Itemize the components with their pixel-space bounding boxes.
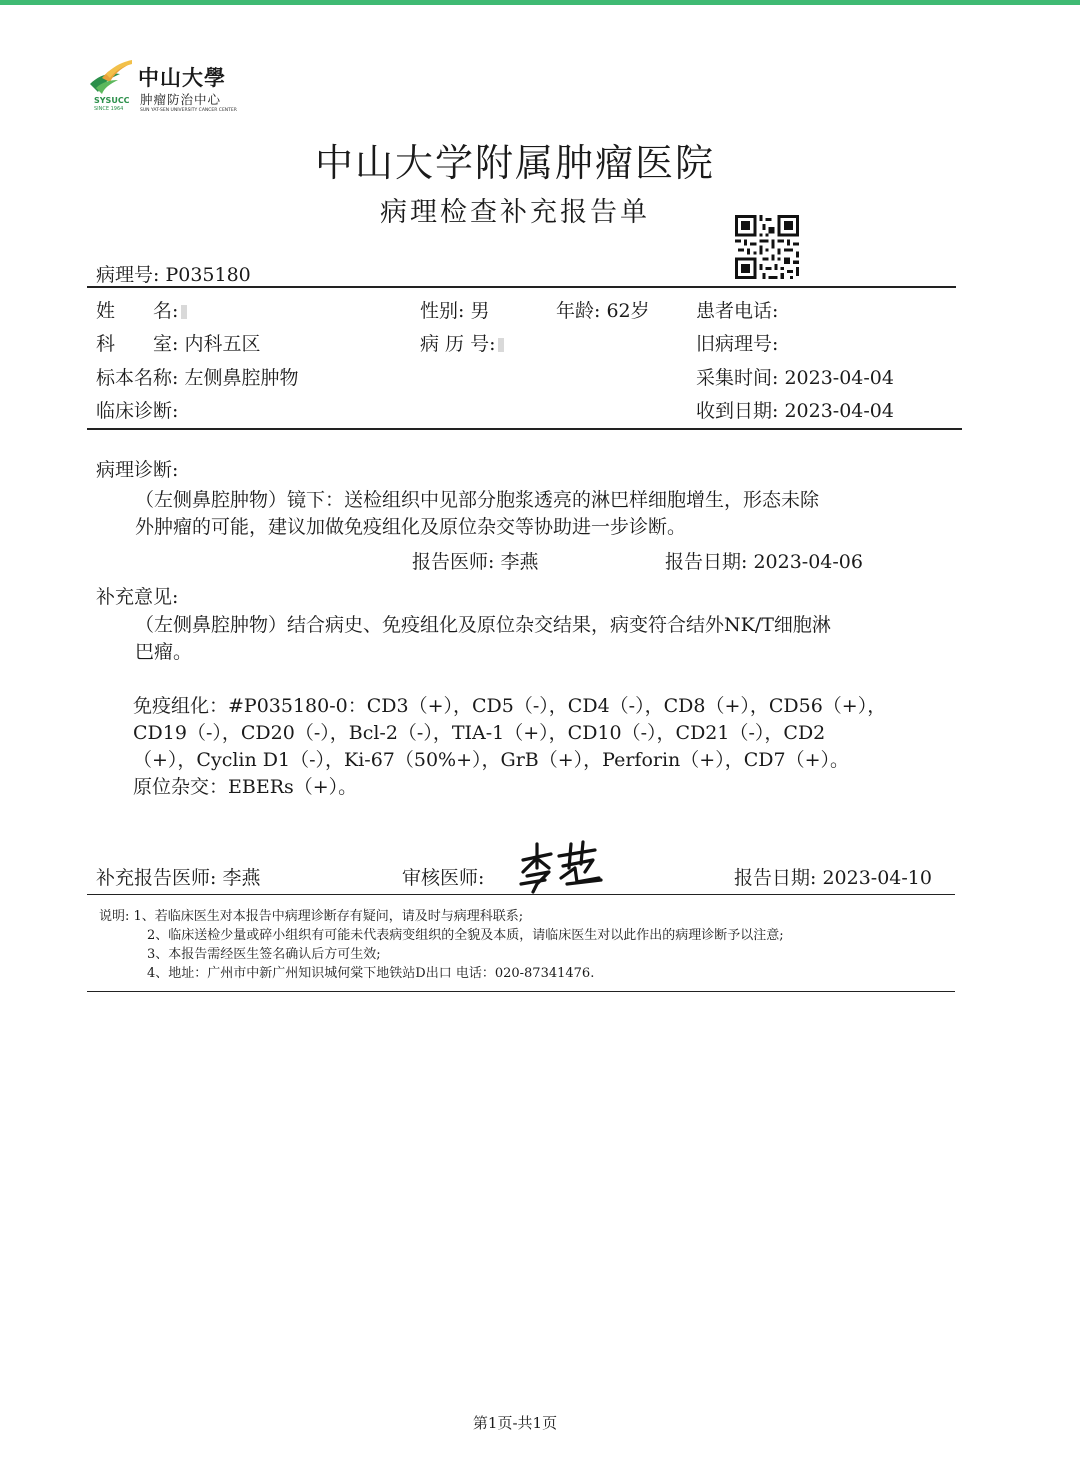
patient-name-label: 姓 名:: [96, 300, 179, 322]
logo-year: SINCE 1964: [94, 106, 124, 112]
diagnosis-line: 外肿瘤的可能，建议加做免疫组化及原位杂交等协助进一步诊断。: [135, 516, 687, 538]
immunohistochemistry-line: （+），Cyclin D1（-），Ki-67（50%+），GrB（+），Perforin（+），CD7（+）。: [133, 749, 849, 771]
logo-abbreviation: SYSUCC: [94, 96, 130, 105]
logo-name-cn: 中山大學: [138, 66, 226, 90]
patient-name-field: [96, 296, 187, 323]
report-subtitle: 病理检查补充报告单: [380, 197, 650, 228]
pathology-number: 病理号: P035180: [96, 264, 251, 286]
clinical-diagnosis-label: 临床诊断:: [96, 400, 179, 422]
hospital-logo: [86, 58, 236, 116]
specimen-name: 标本名称: 左侧鼻腔肿物: [96, 367, 299, 389]
diagnosis-date: 报告日期: 2023-04-06: [665, 551, 863, 573]
patient-sex: 性别: 男: [420, 300, 490, 322]
supplement-doctor: 补充报告医师: 李燕: [96, 867, 261, 889]
hospital-title: 中山大学附属肿瘤医院: [314, 141, 715, 185]
header-divider: [87, 286, 956, 288]
old-pathology-number-label: 旧病理号:: [696, 333, 779, 355]
collection-time: 采集时间: 2023-04-04: [696, 367, 894, 389]
reviewer-label: 审核医师:: [402, 867, 485, 889]
medical-record-label: 病 历 号:: [420, 333, 496, 355]
received-date: 收到日期: 2023-04-04: [696, 400, 894, 422]
top-accent-bar: [0, 0, 1080, 5]
diagnosis-line: （左侧鼻腔肿物）镜下：送检组织中见部分胞浆透亮的淋巴样细胞增生，形态未除: [135, 489, 820, 511]
supplement-label: 补充意见:: [96, 586, 179, 608]
medical-record-field: [420, 329, 504, 356]
diagnosis-label: 病理诊断:: [96, 459, 179, 481]
patient-info-divider: [87, 428, 962, 430]
supplement-line: （左侧鼻腔肿物）结合病史、免疫组化及原位杂交结果，病变符合结外NK/T细胞淋: [135, 614, 831, 636]
logo-name-en: SUN YAT-SEN UNIVERSITY CANCER CENTER: [140, 108, 237, 113]
immunohistochemistry-line: CD19（-），CD20（-），Bcl-2（-），TIA-1（+），CD10（-），CD21（-），CD2: [133, 722, 826, 744]
note-line: 说明: 1、若临床医生对本报告中病理诊断存有疑问，请及时与病理科联系;: [99, 909, 524, 924]
immunohistochemistry-line: 免疫组化：#P035180-0：CD3（+），CD5（-），CD4（-），CD8（+），CD56（+），: [133, 695, 887, 717]
patient-age: 年龄: 62岁: [556, 300, 650, 322]
redacted-mark: [498, 338, 504, 352]
notes-divider-bottom: [87, 991, 955, 992]
handwritten-signature: [515, 838, 605, 894]
in-situ-hybridization: 原位杂交：EBERs（+）。: [133, 776, 358, 798]
redacted-mark: [181, 305, 187, 319]
qr-code-icon: [735, 215, 799, 279]
note-line: 2、临床送检少量或碎小组织有可能未代表病变组织的全貌及本质，请临床医生对以此作出的病理诊断予以注意;: [147, 928, 784, 943]
final-report-date: 报告日期: 2023-04-10: [734, 867, 932, 889]
logo-subtitle-cn: 肿瘤防治中心: [140, 92, 222, 107]
logo-emblem-icon: [86, 58, 136, 98]
department: 科 室: 内科五区: [96, 333, 261, 355]
supplement-line: 巴瘤。: [135, 641, 193, 663]
note-line: 3、本报告需经医生签名确认后方可生效;: [147, 947, 381, 962]
diagnosis-doctor: 报告医师: 李燕: [412, 551, 539, 573]
page-indicator: 第1页-共1页: [472, 1414, 558, 1432]
notes-divider-top: [87, 894, 955, 895]
note-line: 4、地址：广州市中新广州知识城何棠下地铁站D出口 电话：020-87341476.: [147, 966, 595, 981]
patient-phone-label: 患者电话:: [696, 300, 779, 322]
